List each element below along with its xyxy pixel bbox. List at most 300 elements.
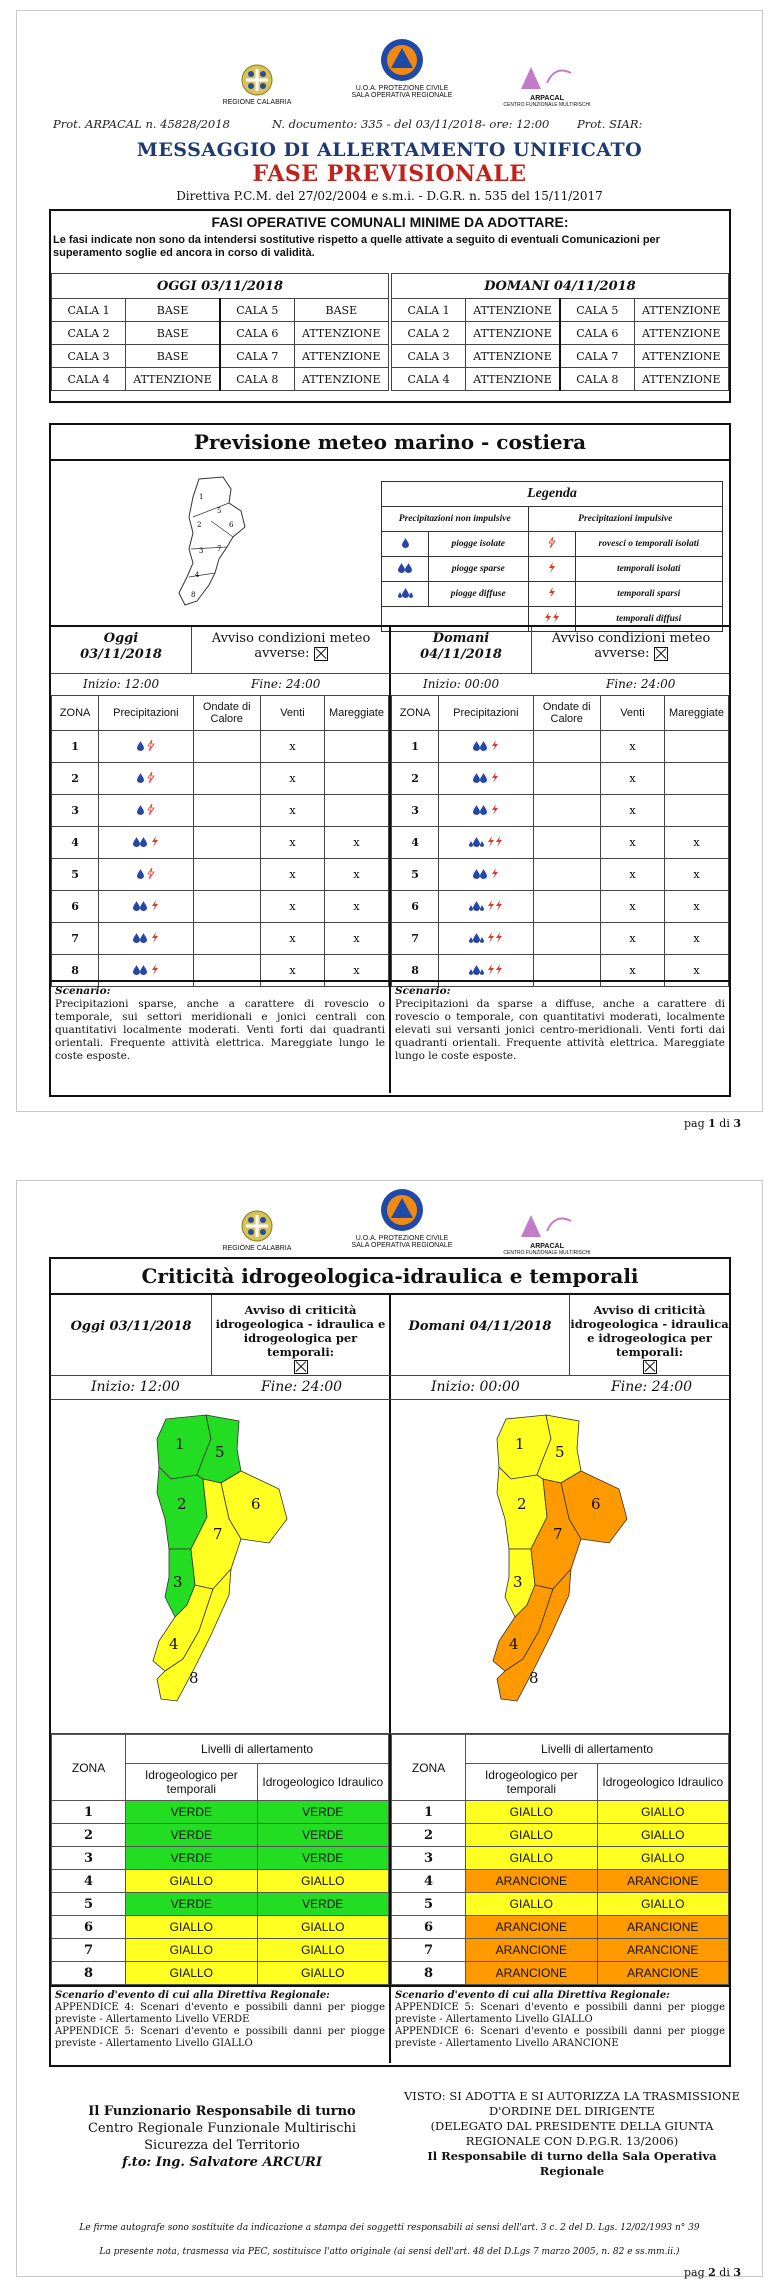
signature-line: Il Funzionario Responsabile di turno: [88, 2104, 356, 2119]
levels-table-oggi: [51, 1734, 389, 1985]
zone-number: 1: [392, 1801, 466, 1824]
protezione-civile-logo: [337, 37, 467, 99]
pag-total: 3: [733, 1117, 741, 1130]
domani-fine: Fine: 24:00: [611, 1379, 693, 1395]
level-idraulico: ARANCIONE: [597, 1870, 728, 1893]
ondate-cell: [193, 827, 260, 859]
cala-name: CALA 6: [560, 322, 634, 345]
divider: [51, 673, 729, 674]
legend-label: temporali diffusi: [575, 607, 723, 632]
zone-table-oggi: [51, 695, 389, 987]
ondate-cell: [193, 891, 260, 923]
raindrop-icon: [469, 933, 484, 946]
map-zone-label: 3: [513, 1573, 523, 1591]
fase-value: ATTENZIONE: [466, 345, 560, 368]
fase-value: ATTENZIONE: [466, 368, 560, 391]
thunderstorm-icon: [544, 612, 560, 626]
mareggiate-cell: x: [324, 859, 388, 891]
map-zone-label: 7: [553, 1525, 563, 1543]
oggi-header: [51, 1295, 389, 1375]
thunderstorm-icon: [147, 773, 155, 786]
fase-value: ATTENZIONE: [294, 345, 388, 368]
map-zone-label: 3: [173, 1573, 183, 1591]
legend-label: piogge isolate: [429, 532, 529, 557]
level-idraulico: ARANCIONE: [597, 1939, 728, 1962]
raindrop-icon: [133, 933, 147, 946]
level-idraulico: VERDE: [257, 1847, 388, 1870]
zone-number: 3: [392, 1847, 466, 1870]
level-temporali: GIALLO: [466, 1847, 597, 1870]
zone-number: 2: [392, 763, 439, 795]
domani-header: [391, 1295, 729, 1375]
legend-label: temporali sparsi: [575, 582, 723, 607]
raindrop-icon: [398, 588, 413, 601]
levels-row: [392, 1916, 729, 1939]
avviso-label: Avviso di criticità idrogeologica - idraulica e idrogeologica per temporali:: [215, 1303, 386, 1359]
zone-row: [52, 827, 389, 859]
thunderstorm-icon: [487, 901, 503, 914]
scenario-label: Scenario: [395, 985, 447, 997]
map-zone-label: 2: [177, 1495, 187, 1513]
cala-name: CALA 8: [560, 368, 634, 391]
levels-header-row: [392, 1735, 729, 1764]
scenario-domani: Scenario: Precipitazioni da sparse a diffuse, anche a carattere di rovescio o temporale, con quantitativi moderati, localmente elevati sui versanti jonici centro-meridionali. Venti forti dai quadranti orientali. Frequente attività elettrica. Mareggiate lungo le coste esposte.: [395, 985, 725, 1062]
footer-note: Le firme autografe sono sostituite da indicazione a stampa dei soggetti responsabili ai sensi dell'art. 3 c. 2 del D. Lgs. 12/02/1993 n° 39: [79, 2223, 700, 2233]
mareggiate-cell: [664, 731, 728, 763]
mareggiate-cell: x: [324, 891, 388, 923]
raindrop-icon: [473, 805, 487, 818]
fase-value: ATTENZIONE: [634, 345, 728, 368]
venti-cell: x: [600, 827, 664, 859]
scenario-text: Precipitazioni da sparse a diffuse, anche a carattere di rovescio o temporale, con quantitativi moderati, localmente elevati sui versanti jonici centro-meridionali. Venti forti dai quadranti orientali. Frequente attività elettrica. Mareggiate lungo le coste esposte.: [395, 998, 725, 1062]
level-temporali: ARANCIONE: [466, 1916, 597, 1939]
legend-icon-cell: [528, 557, 575, 582]
regione-calabria-logo: [217, 1209, 297, 1252]
zone-header-row: [52, 696, 389, 731]
domani-avviso: [531, 627, 730, 673]
map-zone-label: 8: [189, 1669, 199, 1687]
zone-number: 6: [52, 891, 99, 923]
fasi-row: [392, 299, 729, 322]
fasi-operative-box: [49, 209, 731, 403]
scenario-label: Scenario: [55, 985, 107, 997]
zone-number: 4: [52, 827, 99, 859]
raindrop-icon: [469, 901, 484, 914]
pag-total: 3: [733, 2266, 741, 2279]
scenario-text: APPENDICE 4: Scenari d'evento e possibili danni per piogge previste - Allertamento Livello VERDE: [55, 2002, 385, 2025]
fase-value: BASE: [126, 322, 220, 345]
zone-number: 8: [52, 1962, 126, 1985]
avviso-label: Avviso di criticità idrogeologica - idraulica e idrogeologica per temporali:: [570, 1303, 729, 1359]
venti-cell: x: [260, 923, 324, 955]
raindrop-icon: [137, 773, 144, 786]
pag-text: pag: [683, 1117, 709, 1130]
legend-title: Legenda: [382, 482, 723, 507]
zone-label: 1: [199, 493, 204, 501]
pag-current: 2: [708, 2266, 716, 2279]
venti-cell: x: [600, 923, 664, 955]
cala-name: CALA 2: [52, 322, 126, 345]
oggi-fine: Fine: 24:00: [251, 677, 321, 691]
level-temporali: GIALLO: [126, 1939, 257, 1962]
raindrop-icon: [133, 901, 147, 914]
oggi-inizio: Inizio: 12:00: [83, 677, 160, 691]
zone-row: [392, 731, 729, 763]
zone-col-header: ZONA: [52, 696, 99, 731]
fase-value: ATTENZIONE: [294, 368, 388, 391]
fasi-row: [392, 368, 729, 391]
zone-row: [52, 763, 389, 795]
map-zone-label: 5: [215, 1443, 225, 1461]
venti-cell: x: [600, 731, 664, 763]
fasi-row: [52, 322, 389, 345]
zone-number: 4: [52, 1870, 126, 1893]
document-number: N. documento: 335 - del 03/11/2018- ore: 12:00: [272, 117, 550, 131]
zone-number: 8: [52, 955, 99, 987]
domani-inizio: Inizio: 00:00: [431, 1379, 520, 1395]
signature-line: Sicurezza del Territorio: [144, 2138, 300, 2153]
mareggiate-cell: x: [664, 955, 728, 987]
arpacal-logo: [502, 1211, 592, 1256]
zone-number: 6: [52, 1916, 126, 1939]
avviso-label: Avviso condizioni meteo avverse:: [211, 631, 371, 661]
zone-number: 5: [392, 859, 439, 891]
zone-number: 7: [392, 1939, 466, 1962]
zone-col-header: Precipitazioni: [439, 696, 533, 731]
fase-value: ATTENZIONE: [634, 322, 728, 345]
precip-cell: [99, 763, 193, 795]
zone-row: [52, 859, 389, 891]
zone-row: [392, 763, 729, 795]
signature-line: D'ORDINE DEL DIRIGENTE: [489, 2104, 655, 2118]
logo-text: SALA OPERATIVA REGIONALE: [351, 92, 453, 99]
zone-number: 2: [392, 1824, 466, 1847]
legend-icon-cell: [382, 532, 429, 557]
zone-col-header: Ondate di Calore: [193, 696, 260, 731]
zone-col-header: Venti: [260, 696, 324, 731]
level-idraulico: ARANCIONE: [597, 1916, 728, 1939]
cala-name: CALA 1: [52, 299, 126, 322]
raindrop-icon: [469, 965, 484, 978]
col-temporali: Idrogeologico per temporali: [126, 1764, 257, 1801]
ondate-cell: [193, 731, 260, 763]
day-date: 03/11/2018: [80, 647, 162, 662]
levels-row: [52, 1893, 389, 1916]
livelli-header: Livelli di allertamento: [126, 1735, 389, 1764]
ondate-cell: [533, 731, 600, 763]
logo-text: CENTRO FUNZIONALE MULTIRISCHI: [503, 102, 591, 108]
oggi-fine: Fine: 24:00: [261, 1379, 343, 1395]
checked-box-icon: [314, 647, 328, 661]
venti-cell: x: [260, 795, 324, 827]
precip-cell: [439, 859, 533, 891]
zone-number: 3: [52, 1847, 126, 1870]
oggi-inizio: Inizio: 12:00: [91, 1379, 180, 1395]
pag-current: 1: [708, 1117, 716, 1130]
scenario-text: APPENDICE 5: Scenari d'evento e possibili danni per piogge previste - Allertamento Livello GIALLO: [55, 2026, 385, 2049]
levels-row: [392, 1962, 729, 1985]
ondate-cell: [533, 763, 600, 795]
domani-day-label: [391, 627, 531, 663]
precip-cell: [439, 731, 533, 763]
venti-cell: x: [260, 827, 324, 859]
page-2: [16, 1180, 763, 2277]
legend-label: temporali isolati: [575, 557, 723, 582]
level-temporali: GIALLO: [466, 1824, 597, 1847]
level-temporali: ARANCIONE: [466, 1962, 597, 1985]
mareggiate-cell: x: [664, 891, 728, 923]
precip-cell: [99, 891, 193, 923]
signature-line: Il Responsabile di turno della Sala Operativa Regionale: [427, 2149, 717, 2178]
raindrop-icon: [133, 965, 147, 978]
header-logos: [17, 11, 762, 111]
map-zone-label: 1: [515, 1435, 525, 1453]
thunderstorm-icon: [487, 933, 503, 946]
mareggiate-cell: [664, 795, 728, 827]
criticita-map-oggi: [111, 1409, 331, 1719]
arpacal-logo: [502, 63, 592, 108]
domani-label: Domani 04/11/2018: [408, 1319, 552, 1334]
zone-col-header: Venti: [600, 696, 664, 731]
cala-name: CALA 8: [220, 368, 294, 391]
fasi-oggi-table: [51, 273, 389, 391]
day-name: Oggi: [103, 631, 139, 646]
protezione-civile-logo: [337, 1187, 467, 1249]
signature-line: (DELEGATO DAL PRESIDENTE DELLA GIUNTA: [430, 2119, 714, 2133]
levels-row: [52, 1801, 389, 1824]
level-temporali: ARANCIONE: [466, 1939, 597, 1962]
avviso-label: Avviso condizioni meteo avverse:: [551, 631, 711, 661]
levels-row: [52, 1939, 389, 1962]
domani-inizio: Inizio: 00:00: [423, 677, 500, 691]
thunderstorm-icon: [151, 901, 159, 914]
zone-number: 7: [52, 923, 99, 955]
mareggiate-cell: x: [324, 827, 388, 859]
map-zone-label: 1: [175, 1435, 185, 1453]
cala-name: CALA 4: [52, 368, 126, 391]
zone-number: 2: [52, 763, 99, 795]
zona-header: ZONA: [392, 1735, 466, 1801]
zone-col-header: Precipitazioni: [99, 696, 193, 731]
ondate-cell: [193, 795, 260, 827]
mareggiate-cell: [324, 795, 388, 827]
level-idraulico: GIALLO: [597, 1847, 728, 1870]
mareggiate-cell: [324, 763, 388, 795]
zone-col-header: Mareggiate: [664, 696, 728, 731]
thunderstorm-icon: [491, 773, 499, 786]
logo-text: U.O.A. PROTEZIONE CIVILE: [355, 85, 449, 92]
precip-cell: [99, 923, 193, 955]
venti-cell: x: [600, 795, 664, 827]
page-number: [684, 2266, 741, 2279]
map-zone-label: 7: [213, 1525, 223, 1543]
map-zone-label: 8: [529, 1669, 539, 1687]
directive-reference: Direttiva P.C.M. del 27/02/2004 e s.m.i. - D.G.R. n. 535 del 15/11/2017: [176, 189, 603, 203]
cala-name: CALA 2: [392, 322, 466, 345]
raindrop-icon: [473, 869, 487, 882]
zone-row: [392, 827, 729, 859]
level-idraulico: VERDE: [257, 1893, 388, 1916]
raindrop-icon: [398, 563, 412, 576]
zone-number: 6: [392, 891, 439, 923]
thunderstorm-icon: [487, 965, 503, 978]
logo-text: ARPACAL: [530, 1243, 564, 1250]
checked-box-icon: [294, 1360, 308, 1374]
fase-value: ATTENZIONE: [634, 299, 728, 322]
signature-line: VISTO: SI ADOTTA E SI AUTORIZZA LA TRASMISSIONE: [403, 2089, 741, 2103]
zone-number: 4: [392, 827, 439, 859]
fase-value: BASE: [126, 345, 220, 368]
zone-number: 5: [52, 859, 99, 891]
raindrop-icon: [137, 741, 144, 754]
fase-value: BASE: [294, 299, 388, 322]
level-temporali: ARANCIONE: [466, 1870, 597, 1893]
mareggiate-cell: x: [664, 859, 728, 891]
thunderstorm-icon: [491, 805, 499, 818]
venti-cell: x: [600, 763, 664, 795]
ondate-cell: [533, 795, 600, 827]
fasi-domani-table: [391, 273, 729, 391]
fase-value: ATTENZIONE: [466, 299, 560, 322]
map-zone-label: 4: [509, 1635, 519, 1653]
protezione-civile-emblem-icon: [379, 1187, 425, 1233]
fase-value: ATTENZIONE: [126, 368, 220, 391]
regione-calabria-emblem-icon: [240, 63, 274, 97]
zone-number: 3: [52, 795, 99, 827]
map-zone-label: 6: [251, 1495, 261, 1513]
pag-text: di: [715, 2266, 734, 2279]
fasi-note: Le fasi indicate non sono da intendersi sostitutive rispetto a quelle attivate a seguito di eventuali Comunicazioni per superamento soglie ed ancora in corso di validità.: [53, 234, 660, 259]
raindrop-icon: [133, 837, 147, 850]
thunderstorm-icon: [147, 741, 155, 754]
raindrop-icon: [469, 837, 484, 850]
zone-label: 2: [197, 521, 202, 529]
arpacal-emblem-icon: [517, 63, 577, 93]
zone-col-header: Ondate di Calore: [533, 696, 600, 731]
scenario-oggi: Scenario: Precipitazioni sparse, anche a carattere di rovescio o temporale, sui settori meridionali e jonici centrali con quantitativi localmente moderati. Venti forti dai quadranti orientali. Frequente attività elettrica. Mareggiate lungo le coste esposte.: [55, 985, 385, 1062]
scenario-title: Scenario d'evento di cui alla Direttiva Regionale:: [55, 1990, 330, 2001]
checked-box-icon: [654, 647, 668, 661]
map-zone-label: 5: [555, 1443, 565, 1461]
oggi-label: Oggi 03/11/2018: [70, 1319, 192, 1334]
precip-cell: [439, 795, 533, 827]
mareggiate-cell: x: [324, 955, 388, 987]
thunderstorm-icon: [151, 965, 159, 978]
zone-number: 1: [392, 731, 439, 763]
footer-note: La presente nota, trasmessa via PEC, sostituisce l'atto originale (ai sensi dell'art. 48 del D.Lgs 7 marzo 2005, n. 82 e ss.mm.ii.): [99, 2247, 680, 2257]
level-idraulico: GIALLO: [597, 1801, 728, 1824]
levels-table-domani: [391, 1734, 729, 1985]
fasi-oggi-header: OGGI 03/11/2018: [52, 274, 389, 299]
cala-name: CALA 5: [220, 299, 294, 322]
logo-text: SALA OPERATIVA REGIONALE: [351, 1242, 453, 1249]
zone-table-domani: [391, 695, 729, 987]
fasi-domani-header: DOMANI 04/11/2018: [392, 274, 729, 299]
precip-cell: [439, 827, 533, 859]
levels-row: [52, 1916, 389, 1939]
ondate-cell: [533, 859, 600, 891]
levels-row: [392, 1893, 729, 1916]
thunderstorm-icon: [147, 869, 155, 882]
fase-value: ATTENZIONE: [466, 322, 560, 345]
thunderstorm-icon: [151, 837, 159, 850]
mareggiate-cell: x: [664, 827, 728, 859]
pag-text: pag: [683, 2266, 709, 2279]
oggi-day-label: [51, 627, 191, 663]
legend-icon-cell: [528, 582, 575, 607]
raindrop-icon: [137, 805, 144, 818]
day-name: Domani: [432, 631, 490, 646]
fasi-title: FASI OPERATIVE COMUNALI MINIME DA ADOTTARE:: [211, 214, 569, 230]
zone-row: [392, 923, 729, 955]
legend-label: piogge diffuse: [429, 582, 529, 607]
zone-number: 7: [392, 923, 439, 955]
raindrop-icon: [473, 741, 487, 754]
zone-number: 3: [392, 795, 439, 827]
oggi-avviso: [191, 627, 390, 673]
venti-cell: x: [260, 859, 324, 891]
zone-number: 6: [392, 1916, 466, 1939]
logo-text: ARPACAL: [530, 95, 564, 102]
protocol-siar: Prot. SIAR:: [577, 117, 643, 131]
day-date: 04/11/2018: [420, 647, 502, 662]
checked-box-icon: [643, 1360, 657, 1374]
divider: [51, 1399, 729, 1400]
level-temporali: VERDE: [126, 1801, 257, 1824]
map-zone-label: 6: [591, 1495, 601, 1513]
zone-number: 5: [392, 1893, 466, 1916]
legend-label: rovesci o temporali isolati: [575, 532, 723, 557]
domani-avviso: [569, 1295, 729, 1375]
zone-number: 2: [52, 1824, 126, 1847]
col-temporali: Idrogeologico per temporali: [466, 1764, 597, 1801]
fase-value: ATTENZIONE: [634, 368, 728, 391]
zone-col-header: ZONA: [392, 696, 439, 731]
levels-row: [392, 1939, 729, 1962]
fasi-row: [392, 322, 729, 345]
venti-cell: x: [600, 955, 664, 987]
level-idraulico: GIALLO: [257, 1939, 388, 1962]
thunderstorm-icon: [548, 537, 556, 551]
venti-cell: x: [260, 891, 324, 923]
cala-name: CALA 5: [560, 299, 634, 322]
legend-icon-cell: [382, 557, 429, 582]
precip-cell: [439, 763, 533, 795]
legend-label: piogge sparse: [429, 557, 529, 582]
levels-row: [392, 1801, 729, 1824]
thunderstorm-icon: [487, 837, 503, 850]
level-temporali: VERDE: [126, 1824, 257, 1847]
zona-header: ZONA: [52, 1735, 126, 1801]
signature-left: [57, 2103, 387, 2171]
venti-cell: x: [260, 763, 324, 795]
criticita-title: Criticità idrogeologica-idraulica e temporali: [51, 1259, 729, 1295]
levels-row: [392, 1847, 729, 1870]
zone-label: 3: [199, 547, 204, 555]
precip-cell: [99, 731, 193, 763]
levels-row: [392, 1824, 729, 1847]
zone-row: [392, 795, 729, 827]
map-zone-label: 4: [169, 1635, 179, 1653]
cala-name: CALA 6: [220, 322, 294, 345]
mareggiate-cell: x: [664, 923, 728, 955]
level-temporali: VERDE: [126, 1893, 257, 1916]
level-idraulico: VERDE: [257, 1824, 388, 1847]
protezione-civile-emblem-icon: [379, 37, 425, 83]
domani-fine: Fine: 24:00: [606, 677, 676, 691]
arpacal-emblem-icon: [517, 1211, 577, 1241]
levels-row: [52, 1824, 389, 1847]
